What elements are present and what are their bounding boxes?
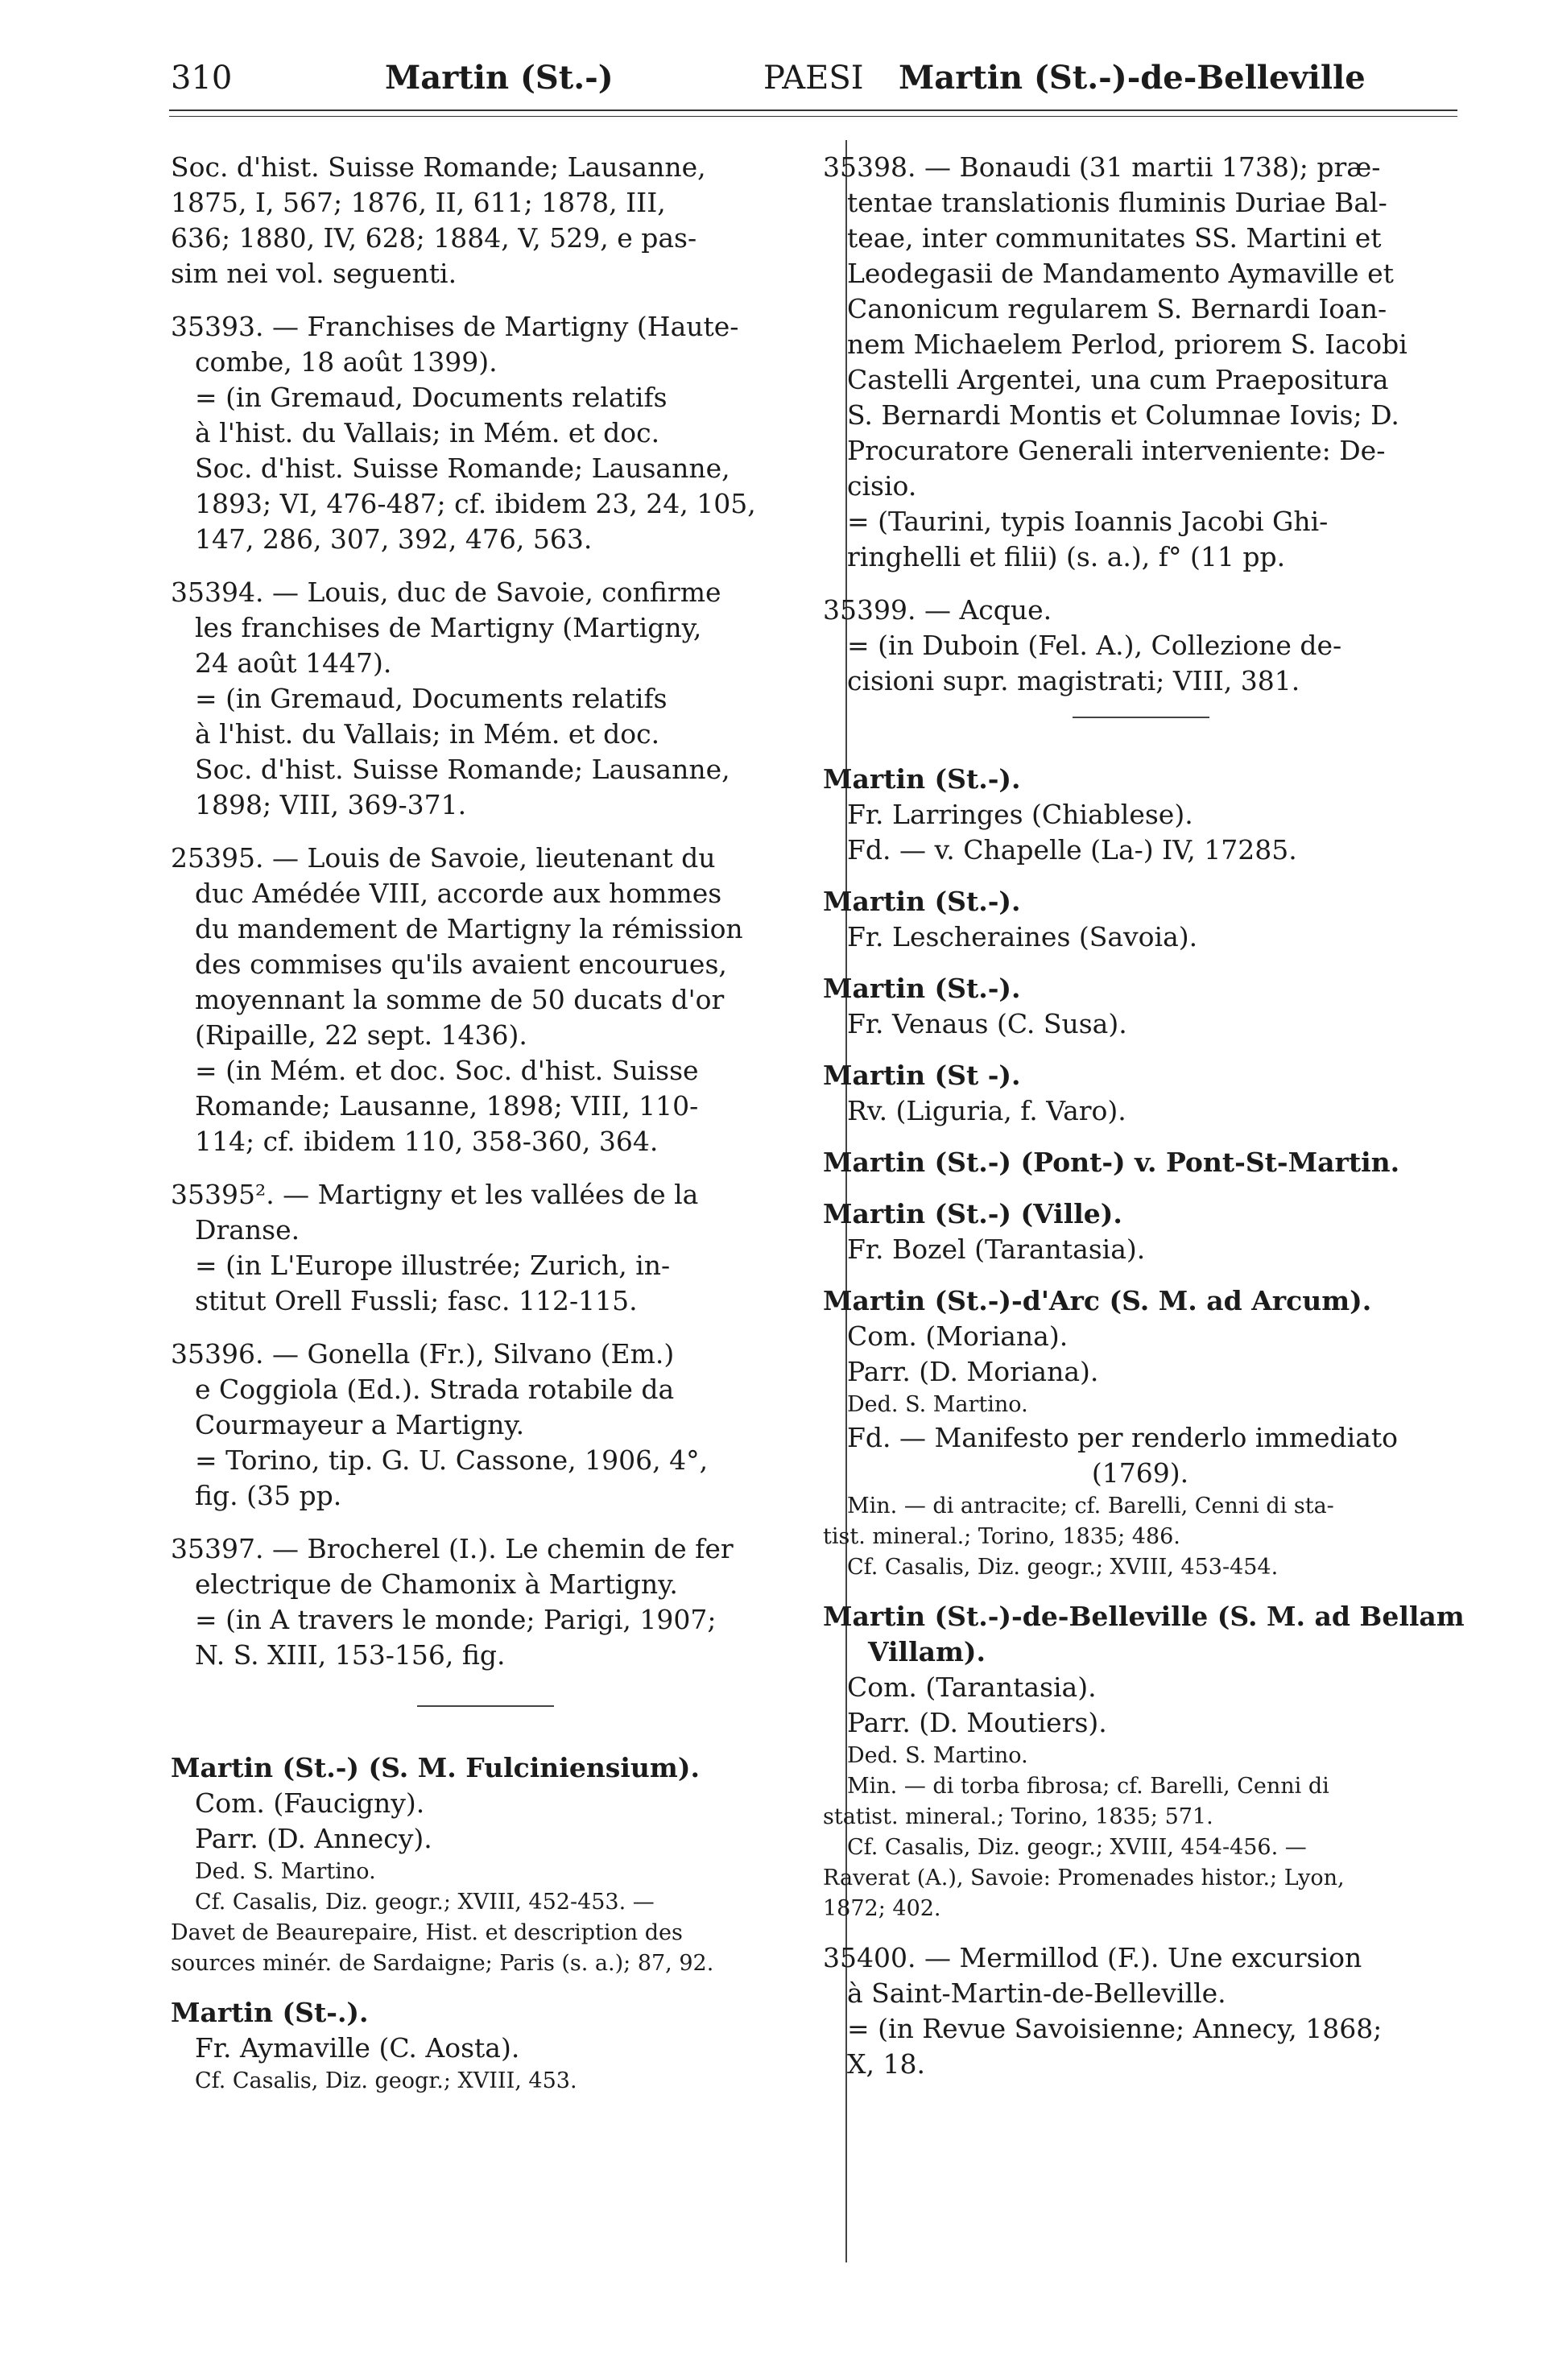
place-heading: Martin (St -). bbox=[823, 1060, 1021, 1091]
entry-line: stitut Orell Fussli; fasc. 112-115. bbox=[195, 1285, 638, 1316]
entry-line: 35400. — Mermillod (F.). Une excursion bbox=[823, 1942, 1362, 1973]
bibliography-entry-35396 bbox=[171, 1337, 800, 1514]
entry-line: Castelli Argentei, una cum Praepositura bbox=[847, 364, 1389, 395]
reference-line: Davet de Beaurepaire, Hist. et description des bbox=[171, 1920, 683, 1945]
place-entry bbox=[171, 1750, 800, 1979]
entry-line: Canonicum regularem S. Bernardi Ioan- bbox=[847, 293, 1387, 324]
entry-line: des commises qu'ils avaient encourues, bbox=[195, 948, 727, 980]
place-heading: Martin (St.-)-d'Arc (S. M. ad Arcum). bbox=[823, 1285, 1372, 1316]
entry-line: X, 18. bbox=[847, 2048, 925, 2080]
entry-line: moyennant la somme de 50 ducats d'or bbox=[195, 984, 725, 1015]
entry-line: = (in Mém. et doc. Soc. d'hist. Suisse bbox=[195, 1055, 699, 1086]
bibliography-entry-35394 bbox=[171, 575, 800, 823]
entry-line: duc Amédée VIII, accorde aux hommes bbox=[195, 878, 722, 909]
reference-line: Min. — di antracite; cf. Barelli, Cenni di sta- bbox=[847, 1494, 1334, 1518]
entry-line: 1875, I, 567; 1876, II, 611; 1878, III, bbox=[171, 187, 666, 218]
section-separator bbox=[1073, 717, 1209, 718]
place-heading: Martin (St.-). bbox=[823, 763, 1021, 795]
entry-line: S. Bernardi Montis et Columnae Iovis; D. bbox=[847, 399, 1399, 431]
foundation-line: (1769). bbox=[1091, 1457, 1189, 1489]
page-number: 310 bbox=[171, 60, 233, 97]
reference-line: statist. mineral.; Torino, 1835; 571. bbox=[823, 1804, 1213, 1829]
dedication: Ded. S. Martino. bbox=[847, 1392, 1028, 1417]
entry-line: les franchises de Martigny (Martigny, bbox=[195, 612, 702, 643]
entry-line: e Coggiola (Ed.). Strada rotabile da bbox=[195, 1374, 675, 1405]
bibliography-entry-35400 bbox=[823, 1940, 1457, 2082]
place-heading: Martin (St-.). bbox=[171, 1997, 369, 2028]
entry-line: Courmayeur a Martigny. bbox=[195, 1409, 525, 1440]
entry-line: Soc. d'hist. Suisse Romande; Lausanne, bbox=[171, 151, 706, 183]
place-heading: Martin (St.-) (Ville). bbox=[823, 1198, 1122, 1229]
entry-line: = (in Revue Savoisienne; Annecy, 1868; bbox=[847, 2013, 1383, 2044]
entry-line: Romande; Lausanne, 1898; VIII, 110- bbox=[195, 1090, 699, 1122]
place-entry bbox=[823, 1599, 1465, 1924]
entry-line: 1893; VI, 476-487; cf. ibidem 23, 24, 105, bbox=[195, 488, 756, 519]
place-line: Parr. (D. Moutiers). bbox=[847, 1707, 1107, 1738]
place-line: Fr. Aymaville (C. Aosta). bbox=[195, 2032, 520, 2064]
entry-line: du mandement de Martigny la rémission bbox=[195, 913, 743, 944]
entry-line: fig. (35 pp. bbox=[195, 1480, 342, 1511]
bibliography-entry-35399 bbox=[823, 593, 1457, 699]
entry-line: cisio. bbox=[847, 470, 917, 502]
header-rule-thick bbox=[169, 109, 1457, 111]
entry-line: 25395. — Louis de Savoie, lieutenant du bbox=[171, 842, 716, 874]
place-line: Fr. Bozel (Tarantasia). bbox=[847, 1233, 1146, 1265]
entry-line: 35395². — Martigny et les vallées de la bbox=[171, 1179, 699, 1210]
place-line: Fr. Venaus (C. Susa). bbox=[847, 1008, 1127, 1039]
bibliography-entry-35395-2 bbox=[171, 1177, 800, 1319]
dedication: Ded. S. Martino. bbox=[195, 1859, 376, 1884]
entry-line: electrique de Chamonix à Martigny. bbox=[195, 1568, 678, 1600]
reference-line: Raverat (A.), Savoie: Promenades histor.; Lyon, bbox=[823, 1866, 1345, 1890]
place-entry bbox=[823, 1196, 1457, 1267]
place-entry bbox=[823, 1058, 1457, 1129]
bibliography-entry-35397 bbox=[171, 1531, 800, 1673]
foundation-line: Fd. — Manifesto per renderlo immediato bbox=[847, 1422, 1399, 1453]
section-title: PAESI bbox=[763, 60, 864, 97]
entry-line: à l'hist. du Vallais; in Mém. et doc. bbox=[195, 417, 660, 448]
place-heading: Martin (St.-)-de-Belleville (S. M. ad Bellam bbox=[823, 1601, 1465, 1632]
entry-line: Soc. d'hist. Suisse Romande; Lausanne, bbox=[195, 754, 730, 785]
header-rule-thin bbox=[169, 116, 1457, 117]
entry-line: ringhelli et filii) (s. a.), f° (11 pp. bbox=[847, 541, 1286, 572]
entry-line: = (in Gremaud, Documents relatifs bbox=[195, 382, 668, 413]
place-heading: Martin (St.-) (Pont-) v. Pont-St-Martin. bbox=[823, 1147, 1400, 1178]
place-heading: Martin (St.-). bbox=[823, 886, 1021, 917]
place-line: Parr. (D. Annecy). bbox=[195, 1823, 432, 1854]
entry-line: Procuratore Generali interveniente: De- bbox=[847, 435, 1386, 466]
place-heading-continued: Villam). bbox=[868, 1636, 986, 1667]
place-line: Rv. (Liguria, f. Varo). bbox=[847, 1095, 1126, 1126]
page-header bbox=[0, 50, 1546, 106]
reference-line: Cf. Casalis, Diz. geogr.; XVIII, 452-453. — bbox=[195, 1890, 655, 1915]
entry-line: 35393. — Franchises de Martigny (Haute- bbox=[171, 311, 739, 342]
entry-line: 114; cf. ibidem 110, 358-360, 364. bbox=[195, 1126, 659, 1157]
reference-line: tist. mineral.; Torino, 1835; 486. bbox=[823, 1524, 1180, 1549]
place-line: Fr. Larringes (Chiablese). bbox=[847, 799, 1193, 830]
entry-line: nem Michaelem Perlod, priorem S. Iacobi bbox=[847, 328, 1408, 360]
entry-line: teae, inter communitates SS. Martini et bbox=[847, 222, 1382, 254]
place-heading: Martin (St.-) (S. M. Fulciniensium). bbox=[171, 1752, 700, 1783]
entry-line: Soc. d'hist. Suisse Romande; Lausanne, bbox=[195, 452, 730, 484]
entry-line: = (in L'Europe illustrée; Zurich, in- bbox=[195, 1250, 671, 1281]
place-line: Fr. Lescheraines (Savoia). bbox=[847, 921, 1198, 952]
entry-line: 1898; VIII, 369-371. bbox=[195, 789, 467, 820]
running-head-left: Martin (St.-) bbox=[385, 59, 614, 97]
place-entry bbox=[823, 971, 1457, 1042]
place-entry bbox=[823, 1145, 1457, 1180]
place-line: Parr. (D. Moriana). bbox=[847, 1356, 1099, 1387]
bibliography-entry bbox=[171, 150, 800, 291]
entry-line: = (in A travers le monde; Parigi, 1907; bbox=[195, 1604, 717, 1635]
place-entry bbox=[171, 1995, 800, 2097]
place-entry bbox=[823, 884, 1457, 955]
place-entry bbox=[823, 762, 1457, 868]
place-line: Com. (Faucigny). bbox=[195, 1787, 425, 1819]
entry-line: 147, 286, 307, 392, 476, 563. bbox=[195, 523, 593, 555]
entry-line: 35399. — Acque. bbox=[823, 594, 1052, 626]
section-separator bbox=[417, 1705, 554, 1707]
place-line: Com. (Moriana). bbox=[847, 1320, 1069, 1352]
entry-line: à Saint-Martin-de-Belleville. bbox=[847, 1977, 1226, 2009]
reference-line: Cf. Casalis, Diz. geogr.; XVIII, 453. bbox=[195, 2068, 577, 2093]
reference-line: Min. — di torba fibrosa; cf. Barelli, Cenni di bbox=[847, 1774, 1329, 1799]
dedication: Ded. S. Martino. bbox=[847, 1743, 1028, 1768]
left-column bbox=[171, 150, 800, 2113]
entry-line: = (in Gremaud, Documents relatifs bbox=[195, 683, 668, 714]
entry-line: Leodegasii de Mandamento Aymaville et bbox=[847, 258, 1394, 289]
entry-line: 35398. — Bonaudi (31 martii 1738); præ- bbox=[823, 151, 1381, 183]
entry-line: N. S. XIII, 153-156, fig. bbox=[195, 1639, 506, 1671]
right-column bbox=[823, 150, 1465, 2100]
entry-line: tentae translationis fluminis Duriae Bal- bbox=[847, 187, 1387, 218]
entry-line: = (Taurini, typis Ioannis Jacobi Ghi- bbox=[847, 506, 1329, 537]
place-line: Fd. — v. Chapelle (La-) IV, 17285. bbox=[847, 834, 1297, 866]
entry-line: = Torino, tip. G. U. Cassone, 1906, 4°, bbox=[195, 1444, 709, 1476]
entry-line: 35396. — Gonella (Fr.), Silvano (Em.) bbox=[171, 1338, 675, 1370]
place-entry bbox=[823, 1283, 1457, 1583]
entry-line: 636; 1880, IV, 628; 1884, V, 529, e pas- bbox=[171, 222, 697, 254]
entry-line: à l'hist. du Vallais; in Mém. et doc. bbox=[195, 718, 660, 750]
reference-line: Cf. Casalis, Diz. geogr.; XVIII, 454-456. — bbox=[847, 1835, 1307, 1860]
entry-line: = (in Duboin (Fel. A.), Collezione de- bbox=[847, 630, 1342, 661]
running-head-right: Martin (St.-)-de-Belleville bbox=[899, 59, 1366, 97]
entry-line: 24 août 1447). bbox=[195, 647, 392, 679]
entry-line: Dranse. bbox=[195, 1214, 300, 1246]
reference-line: sources minér. de Sardaigne; Paris (s. a.); 87, 92. bbox=[171, 1951, 714, 1976]
entry-line: cisioni supr. magistrati; VIII, 381. bbox=[847, 665, 1300, 696]
bibliography-entry-35393 bbox=[171, 309, 800, 557]
reference-line: Cf. Casalis, Diz. geogr.; XVIII, 453-454. bbox=[847, 1555, 1279, 1580]
bibliography-entry-35398 bbox=[823, 150, 1457, 575]
entry-line: 35397. — Brocherel (I.). Le chemin de fer bbox=[171, 1533, 734, 1564]
place-line: Com. (Tarantasia). bbox=[847, 1671, 1097, 1703]
entry-line: sim nei vol. seguenti. bbox=[171, 258, 457, 289]
entry-line: (Ripaille, 22 sept. 1436). bbox=[195, 1019, 527, 1051]
place-heading: Martin (St.-). bbox=[823, 973, 1021, 1004]
entry-line: 35394. — Louis, duc de Savoie, confirme bbox=[171, 576, 721, 608]
bibliography-entry-25395 bbox=[171, 841, 800, 1159]
reference-line: 1872; 402. bbox=[823, 1896, 941, 1921]
entry-line: combe, 18 août 1399). bbox=[195, 346, 498, 378]
